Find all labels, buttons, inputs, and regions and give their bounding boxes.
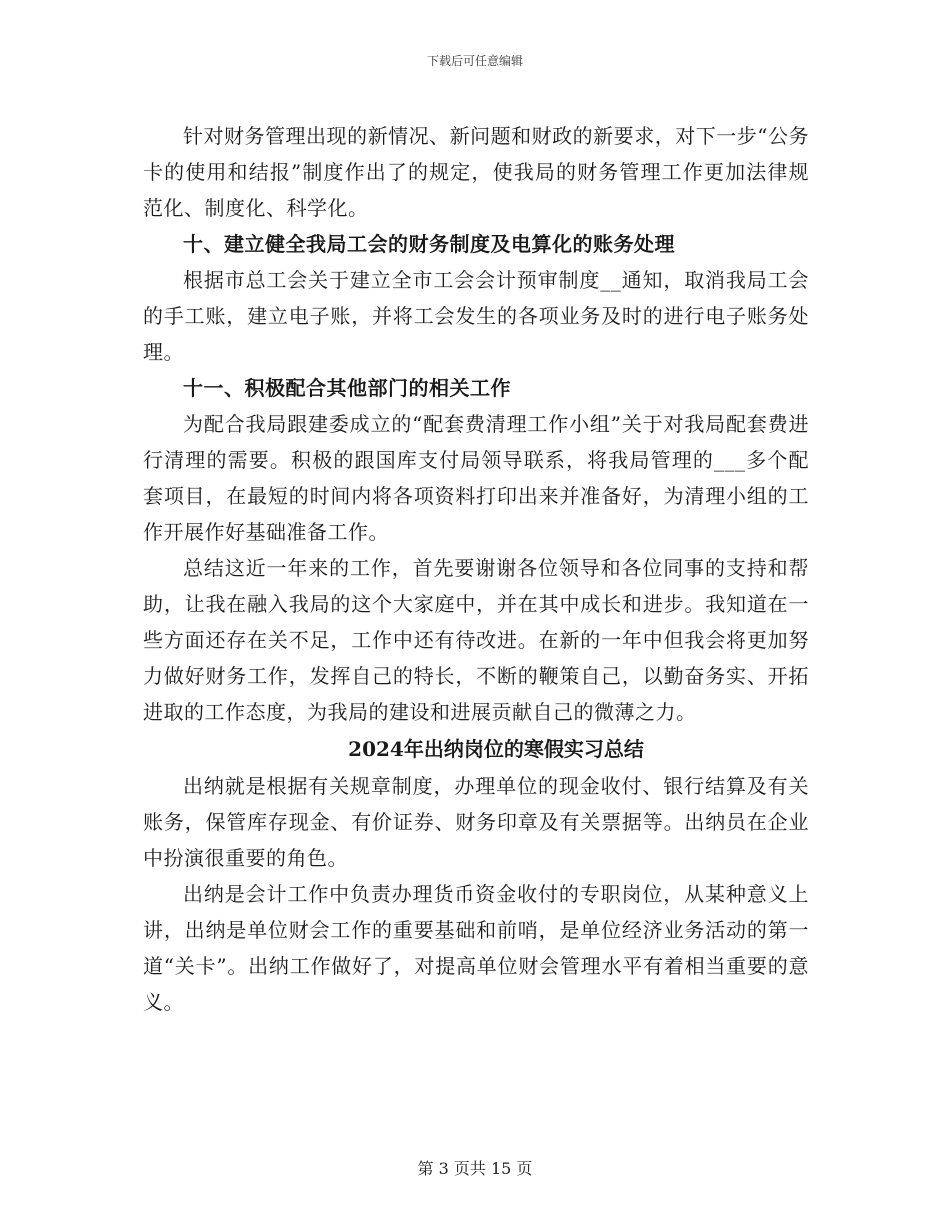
paragraph-finance-rules: 针对财务管理出现的新情况、新问题和财政的新要求，对下一步“公务卡的使用和结报”制度作出了的规定，使我局的财务管理工作更加法律规范化、制度化、科学化。 bbox=[143, 124, 809, 220]
paragraph-cashier-importance: 出纳是会计工作中负责办理货币资金收付的专职岗位，从某种意义上讲，出纳是单位财会工作的重要基础和前哨，是单位经济业务活动的第一道“关卡”。出纳工作做好了，对提高单位财会管理水平有着相当重要的意义。 bbox=[143, 882, 809, 1014]
page-header: 下载后可任意编辑 bbox=[426, 54, 523, 68]
document-title: 2024年出纳岗位的寒假实习总结 bbox=[348, 737, 644, 761]
paragraph-summary: 总结这近一年来的工作，首先要谢谢各位领导和各位同事的支持和帮助，让我在融入我局的这个大家庭中，并在其中成长和进步。我知道在一些方面还存在关不足，工作中还有待改进。在新的一年中但我会将更加努力做好财务工作，发挥自己的特长，不断的鞭策自己，以勤奋务实、开拓进取的工作态度，为我局的建设和进展贡献自己的微薄之力。 bbox=[143, 556, 809, 724]
section-heading-cooperation: 十一、积极配合其他部门的相关工作 bbox=[183, 376, 511, 400]
document-body bbox=[143, 118, 809, 1020]
paragraph-union-accounting: 根据市总工会关于建立全市工会会计预审制度__通知，取消我局工会的手工账，建立电子账，并将工会发生的各项业务及时的进行电子账务处理。 bbox=[143, 268, 809, 364]
paragraph-supporting-fees: 为配合我局跟建委成立的“配套费清理工作小组”关于对我局配套费进行清理的需要。积极的跟国库支付局领导联系，将我局管理的___多个配套项目，在最短的时间内将各项资料打印出来并准备好，为清理小组的工作开展作好基础准备工作。 bbox=[143, 412, 809, 544]
paragraph-cashier-definition: 出纳就是根据有关规章制度，办理单位的现金收付、银行结算及有关账务，保管库存现金、有价证券、财务印章及有关票据等。出纳员在企业中扮演很重要的角色。 bbox=[143, 774, 809, 870]
page-number: 第 3 页共 15 页 bbox=[417, 1159, 533, 1178]
section-heading-union-finance: 十、建立健全我局工会的财务制度及电算化的账务处理 bbox=[183, 232, 675, 256]
